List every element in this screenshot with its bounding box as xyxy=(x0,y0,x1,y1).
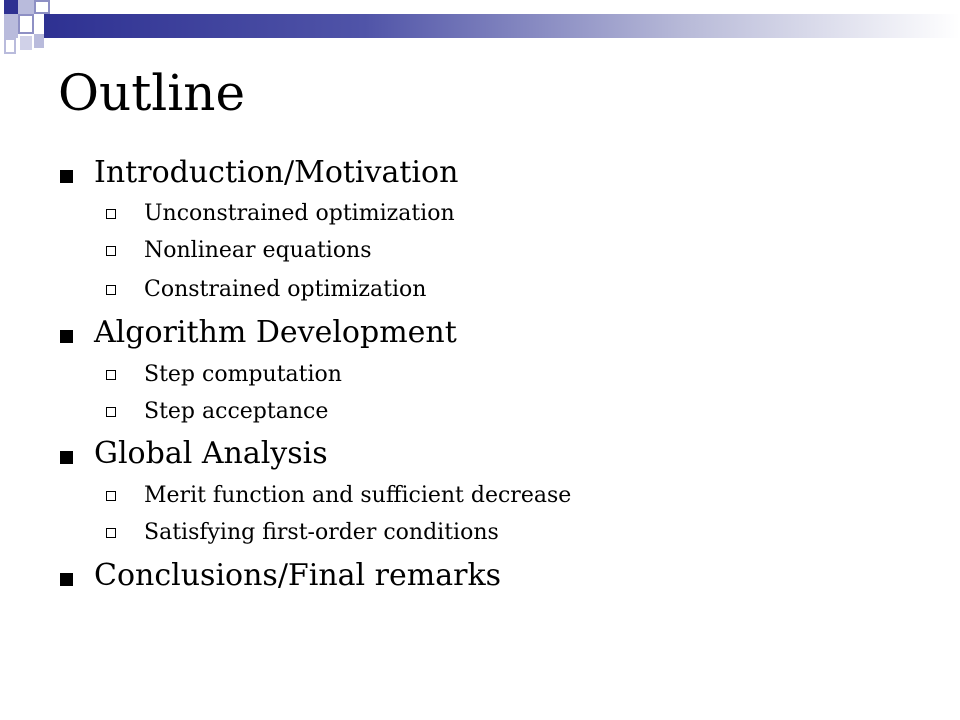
list-item-text: Step computation xyxy=(144,362,342,387)
list-item-text: Unconstrained optimization xyxy=(144,201,455,226)
list-item-text: Nonlinear equations xyxy=(144,238,372,263)
filled-square-bullet-icon xyxy=(60,451,73,464)
hollow-square-bullet-icon xyxy=(106,491,116,501)
slide-title: Outline xyxy=(58,64,246,122)
hollow-square-bullet-icon xyxy=(106,528,116,538)
decor-square xyxy=(34,34,44,48)
list-item-first-order xyxy=(144,519,499,547)
hollow-square-bullet-icon xyxy=(106,209,116,219)
list-item-step-computation xyxy=(144,361,342,389)
list-item-text: Satisfying first-order conditions xyxy=(144,520,499,545)
decor-square xyxy=(20,36,32,50)
decor-square xyxy=(18,0,34,14)
hollow-square-bullet-icon xyxy=(106,407,116,417)
list-item-constrained xyxy=(144,276,426,304)
list-item-text: Algorithm Development xyxy=(94,315,457,350)
list-item-global-analysis xyxy=(94,436,328,472)
filled-square-bullet-icon xyxy=(60,330,73,343)
list-item-text: Merit function and sufficient decrease xyxy=(144,483,572,508)
list-item-introduction xyxy=(94,155,458,191)
list-item-text: Conclusions/Final remarks xyxy=(94,558,502,593)
list-item-algorithm xyxy=(94,315,457,351)
hollow-square-bullet-icon xyxy=(106,370,116,380)
hollow-square-bullet-icon xyxy=(106,285,116,295)
list-item-nonlinear xyxy=(144,237,372,265)
filled-square-bullet-icon xyxy=(60,170,73,183)
decor-square xyxy=(18,14,34,34)
list-item-text: Introduction/Motivation xyxy=(94,155,459,190)
decor-square xyxy=(4,14,18,38)
decor-square xyxy=(4,38,16,54)
list-item-conclusions xyxy=(94,558,501,594)
list-item-unconstrained xyxy=(144,200,455,228)
list-item-step-acceptance xyxy=(144,398,328,426)
list-item-merit-function xyxy=(144,482,571,510)
decor-square xyxy=(34,0,50,14)
hollow-square-bullet-icon xyxy=(106,246,116,256)
list-item-text: Global Analysis xyxy=(94,436,328,471)
decor-square xyxy=(4,0,18,14)
list-item-text: Step acceptance xyxy=(144,399,329,424)
header-gradient-bar xyxy=(44,14,960,38)
filled-square-bullet-icon xyxy=(60,573,73,586)
list-item-text: Constrained optimization xyxy=(144,277,427,302)
